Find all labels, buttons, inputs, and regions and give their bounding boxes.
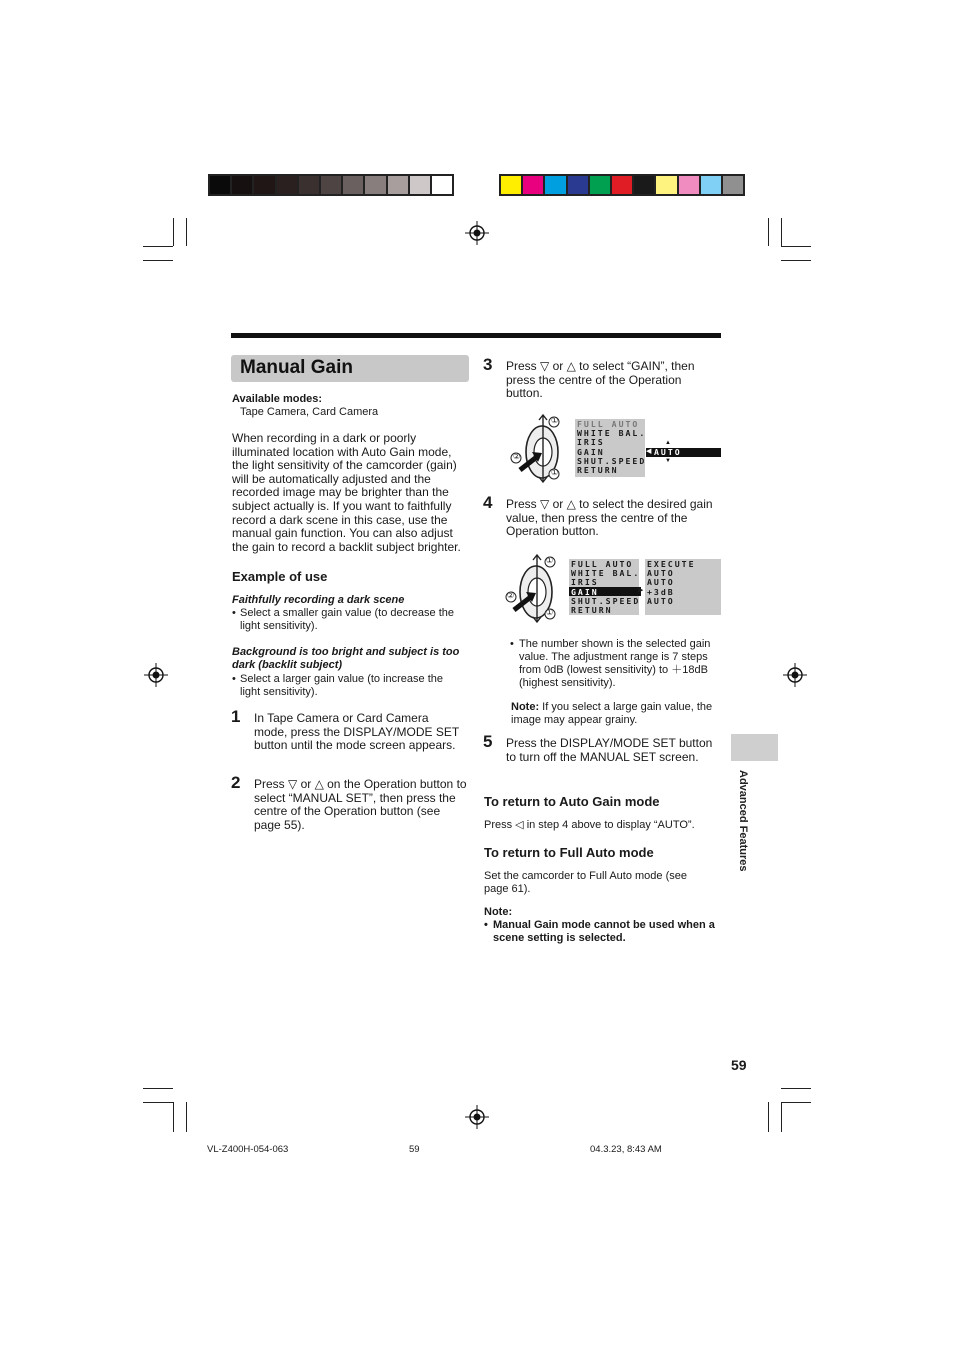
section-tab-text: Advanced Features: [737, 770, 749, 872]
color-swatch: [634, 176, 654, 194]
menu-1-item: SHUT.SPEED: [577, 455, 647, 466]
footer-page: 59: [409, 1144, 420, 1155]
step-2-text: Press ▽ or △ on the Operation button to select “MANUAL SET”, then press the centre of the Operation button (see page 55).: [254, 777, 467, 832]
up-arrow-icon: ▲: [665, 440, 671, 446]
section-tab: [731, 734, 778, 761]
menu-2-item: GAIN: [571, 586, 599, 597]
menu-2-item: RETURN: [571, 605, 613, 616]
footer-file-id: VL-Z400H-054-063: [207, 1144, 289, 1155]
example2-text: Select a larger gain value (to increase the light sensitivity).: [240, 673, 444, 698]
note-text: If you select a large gain value, the image may appear grainy.: [511, 701, 713, 726]
example1-text: Select a smaller gain value (to decrease the light sensitivity).: [240, 607, 455, 632]
step-3-text: Press ▽ or △ to select “GAIN”, then press the centre of the Operation button.: [506, 359, 695, 401]
step-4-text: Press ▽ or △ to select the desired gain value, then press the centre of the Operation button.: [506, 497, 713, 539]
menu-2-item: WHITE BAL.: [571, 568, 641, 579]
callout-1: ①: [546, 556, 554, 565]
example1-title: Faithfully recording a dark scene: [232, 594, 405, 606]
note-label: Note:: [511, 701, 540, 713]
operation-button-icon: [502, 552, 566, 626]
menu-1-value: AUTO: [654, 447, 682, 457]
crop-mark: [781, 1088, 811, 1089]
crop-mark: [143, 246, 173, 247]
crop-mark: [781, 1102, 811, 1103]
menu-2-values-list: [647, 560, 696, 606]
menu-2-value: AUTO: [647, 595, 675, 606]
callout-2: ②: [507, 591, 515, 600]
menu-2-list: [571, 560, 640, 615]
auto-gain-text: Press ◁ in step 4 above to display “AUTO”.: [484, 819, 695, 831]
example2-title: Background is too bright and subject is too dark (backlit subject): [232, 646, 460, 671]
menu-2-item: IRIS: [571, 577, 599, 588]
gray-swatch: [432, 176, 452, 194]
bullet-icon: •: [484, 919, 488, 931]
title-box: [231, 355, 469, 382]
footer-timestamp: 04.3.23, 8:43 AM: [590, 1144, 662, 1155]
step-3-number: 3: [483, 355, 493, 374]
grayscale-calibration-bar: [208, 174, 454, 196]
menu-1-list: [577, 420, 646, 475]
registration-mark-icon: [783, 663, 807, 687]
gray-swatch: [299, 176, 319, 194]
menu-1-item: RETURN: [577, 465, 619, 476]
step-4-number: 4: [483, 493, 493, 512]
step-5-number: 5: [483, 732, 493, 751]
crop-mark: [143, 1088, 173, 1089]
color-swatch: [523, 176, 543, 194]
registration-mark-icon: [144, 663, 168, 687]
page-number: 59: [731, 1057, 747, 1073]
color-swatch: [612, 176, 632, 194]
crop-mark: [768, 1102, 769, 1132]
menu-1-item: GAIN: [577, 446, 605, 457]
menu-2-value: +3dB: [647, 586, 675, 597]
left-arrow-icon: ◀: [646, 448, 652, 455]
final-note-text: Manual Gain mode cannot be used when a scene setting is selected.: [493, 919, 715, 944]
menu-2-value: EXECUTE: [647, 559, 696, 569]
crop-mark: [781, 246, 811, 247]
intro-paragraph: When recording in a dark or poorly illuminated location with Auto Gain mode, the light sensitivity of the camcorder (gain) will be automatically adjusted and the recorded image may be brighter than the subject actually is. If you want to faithfully record a dark scene in this case, use the manual gain function. You can also adjust the gain to record a backlit subject brighter.: [232, 431, 461, 554]
section-rule: [231, 333, 721, 338]
full-auto-heading: To return to Full Auto mode: [484, 845, 654, 860]
auto-gain-heading: To return to Auto Gain mode: [484, 794, 660, 809]
operation-button-icon: [508, 412, 572, 486]
crop-mark: [143, 1102, 173, 1103]
menu-2-value: AUTO: [647, 568, 675, 579]
gray-swatch: [321, 176, 341, 194]
grainy-note: [511, 701, 723, 727]
callout-1: ①: [551, 468, 559, 477]
gray-swatch: [232, 176, 252, 194]
crop-mark: [781, 260, 811, 261]
crop-mark: [781, 218, 782, 246]
right-arrow-icon: ▶: [638, 587, 644, 594]
menu-2-item: FULL AUTO: [571, 559, 634, 569]
color-swatch: [501, 176, 521, 194]
color-swatch: [568, 176, 588, 194]
gray-swatch: [388, 176, 408, 194]
step-2-number: 2: [231, 773, 241, 792]
color-calibration-bar: [499, 174, 745, 196]
callout-1: ①: [546, 608, 554, 617]
registration-mark-icon: [465, 221, 489, 245]
color-swatch: [701, 176, 721, 194]
range-bullet-text: The number shown is the selected gain value. The adjustment range is 7 steps from 0dB (lowest sensitivity) to ＋18dB (highest sensitivity).: [519, 638, 711, 689]
menu-1-item: IRIS: [577, 437, 605, 448]
color-swatch: [590, 176, 610, 194]
section-tab-label: [736, 770, 752, 870]
bullet-icon: •: [232, 673, 236, 685]
step-5-text: Press the DISPLAY/MODE SET button to turn off the MANUAL SET screen.: [506, 736, 713, 764]
crop-mark: [173, 218, 174, 246]
menu-2-value: AUTO: [647, 577, 675, 588]
bullet-icon: •: [232, 607, 236, 619]
callout-2: ②: [513, 452, 521, 461]
registration-mark-icon: [465, 1105, 489, 1129]
gray-swatch: [410, 176, 430, 194]
page-title: Manual Gain: [240, 357, 353, 378]
gray-swatch: [343, 176, 363, 194]
step-1-text: In Tape Camera or Card Camera mode, press the DISPLAY/MODE SET button until the mode screen appears.: [254, 711, 459, 753]
crop-mark: [173, 1102, 174, 1132]
step-1-number: 1: [231, 707, 241, 726]
example-heading: Example of use: [232, 569, 328, 584]
crop-mark: [143, 260, 173, 261]
color-swatch: [656, 176, 676, 194]
full-auto-text: Set the camcorder to Full Auto mode (see page 61).: [484, 870, 687, 895]
gray-swatch: [277, 176, 297, 194]
gray-swatch: [210, 176, 230, 194]
color-swatch: [723, 176, 743, 194]
crop-mark: [781, 1102, 782, 1132]
callout-1: ①: [551, 416, 559, 425]
final-note-label: Note:: [484, 906, 513, 918]
available-modes-value: Tape Camera, Card Camera: [240, 406, 379, 418]
menu-2-item: SHUT.SPEED: [571, 595, 641, 606]
gray-swatch: [365, 176, 385, 194]
available-modes-label: Available modes:: [232, 393, 323, 405]
gray-swatch: [254, 176, 274, 194]
down-arrow-icon: ▼: [665, 458, 671, 464]
menu-1-item: WHITE BAL.: [577, 428, 647, 439]
crop-mark: [186, 218, 187, 246]
bullet-icon: •: [510, 638, 514, 650]
menu-1-item: FULL AUTO: [577, 419, 640, 429]
crop-mark: [768, 218, 769, 246]
crop-mark: [186, 1102, 187, 1132]
color-swatch: [679, 176, 699, 194]
color-swatch: [545, 176, 565, 194]
